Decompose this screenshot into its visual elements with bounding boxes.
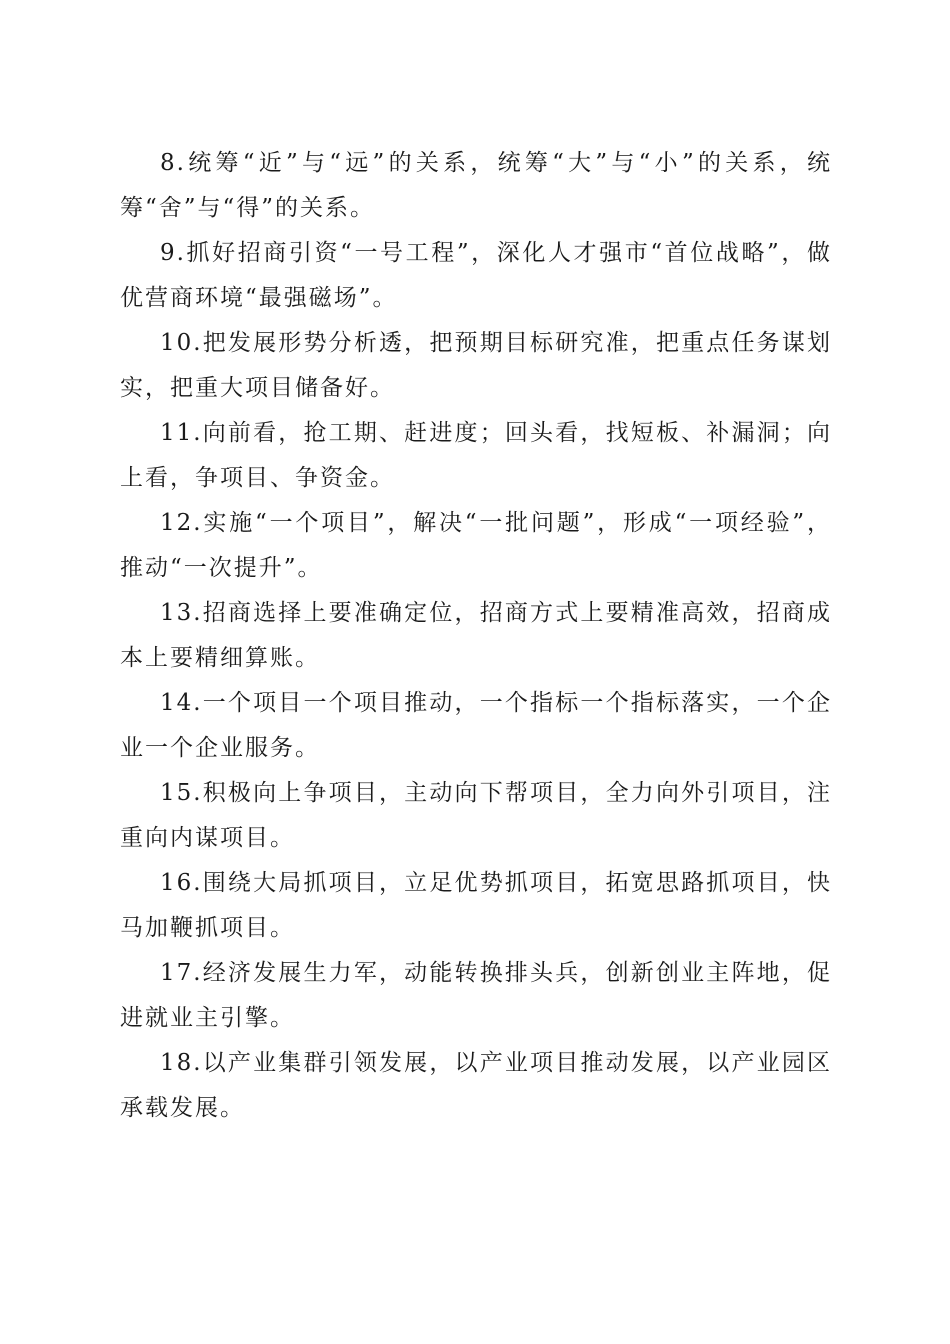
paragraph-17: 17.经济发展生力军，动能转换排头兵，创新创业主阵地，促进就业主引擎。: [120, 960, 832, 1031]
paragraph-14: 14.一个项目一个项目推动，一个指标一个指标落实，一个企业一个企业服务。: [120, 690, 832, 761]
document-body: [120, 141, 832, 1131]
paragraph-18: 18.以产业集群引领发展，以产业项目推动发展，以产业园区承载发展。: [120, 1050, 832, 1121]
paragraph-10: 10.把发展形势分析透，把预期目标研究准，把重点任务谋划实，把重大项目储备好。: [120, 330, 832, 401]
paragraph-16: 16.围绕大局抓项目，立足优势抓项目，拓宽思路抓项目，快马加鞭抓项目。: [120, 870, 832, 941]
paragraph-9: 9.抓好招商引资“一号工程”，深化人才强市“首位战略”，做优营商环境“最强磁场”。: [120, 240, 832, 311]
paragraph-12: 12.实施“一个项目”，解决“一批问题”，形成“一项经验”，推动“一次提升”。: [120, 510, 832, 581]
paragraph-15: 15.积极向上争项目，主动向下帮项目，全力向外引项目，注重向内谋项目。: [120, 780, 832, 851]
paragraph-8: 8.统筹“近”与“远”的关系，统筹“大”与“小”的关系，统筹“舍”与“得”的关系。: [120, 150, 832, 221]
paragraph-11: 11.向前看，抢工期、赶进度；回头看，找短板、补漏洞；向上看，争项目、争资金。: [120, 420, 832, 491]
paragraph-13: 13.招商选择上要准确定位，招商方式上要精准高效，招商成本上要精细算账。: [120, 600, 832, 671]
